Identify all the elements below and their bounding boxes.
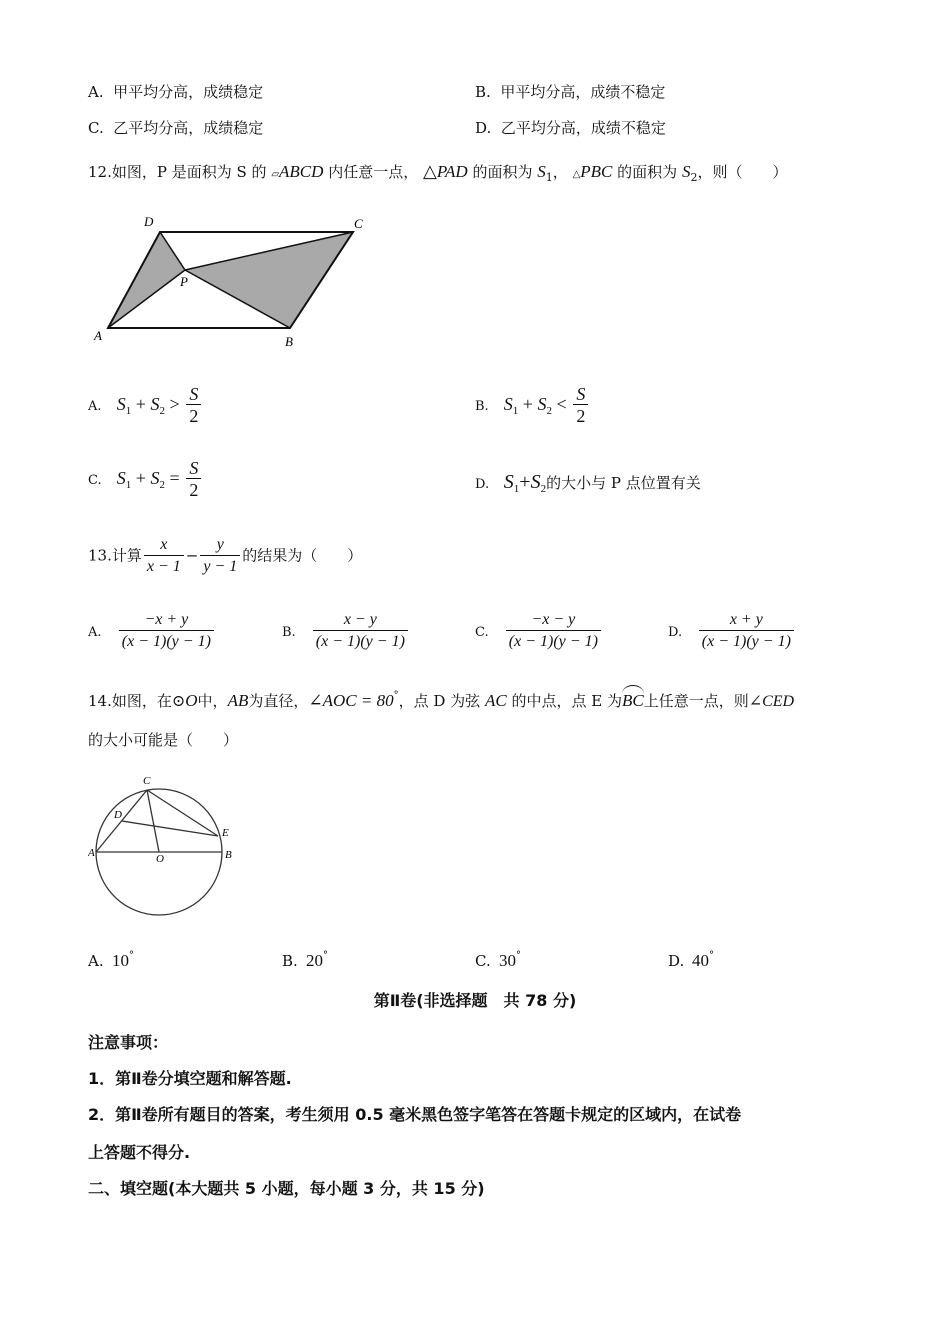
label-p: P [180, 274, 188, 289]
q12-option-a-num: S [189, 384, 199, 404]
q14-ac: AC [484, 691, 507, 710]
q12-option-a-rel: > [169, 393, 180, 414]
q14-mid2: 为直径， [248, 692, 309, 710]
q12-option-a: A. $S_1 + S_2$ > $\frac{S}{2}$ [88, 384, 203, 427]
q12-s2-sub: 2 [690, 171, 698, 184]
q12-option-c-rel: = [169, 467, 180, 488]
q14-option-a [88, 946, 134, 971]
q11-option-a-label: A. [88, 83, 104, 101]
q14-mid4: 的中点，点 E 为 [511, 692, 622, 710]
q13-stem-start: 13.计算 [88, 546, 142, 565]
note-2-line2: 上答题不得分. [88, 1143, 191, 1162]
q11-option-d-text: 乙平均分高，成绩不稳定 [500, 119, 666, 137]
q14-mid3: ，点 D 为弦 [398, 692, 481, 710]
q12-parallelogram-figure [88, 210, 378, 355]
q14-option-b-degree: ° [323, 950, 328, 961]
q12-option-c-den: 2 [186, 478, 201, 501]
label-b: B [225, 849, 232, 861]
label-e: E [222, 827, 229, 839]
label-d: D [114, 809, 122, 821]
q13-f2-num: y [216, 536, 224, 553]
q12-option-b-rel: < [556, 393, 567, 414]
q13-option-d-den: (x − 1)(y − 1) [699, 630, 794, 653]
q12-s2: S [681, 162, 691, 181]
notes-title: 注意事项： [88, 1033, 169, 1052]
q12-stem-end: ，则（ ） [697, 163, 788, 181]
q12-pbc: PBC [580, 162, 613, 181]
parallelogram-symbol: ▱ [271, 169, 280, 180]
q13-option-d [668, 610, 796, 653]
note-1: 1．第Ⅱ卷分填空题和解答题. [88, 1069, 292, 1088]
q14-option-d [668, 946, 714, 971]
q12-option-b-label: B. [475, 398, 489, 414]
label-d: D [144, 214, 154, 229]
q13-option-a-label: A. [88, 624, 102, 640]
q13-option-a-num: −x + y [144, 611, 189, 628]
q13-option-a [88, 610, 216, 653]
q14-angle-aoc: ∠AOC = 80 [308, 691, 394, 710]
q14-stem-line1 [88, 686, 794, 712]
q12-option-b: B. $S_1 + S_2$ < $\frac{S}{2}$ [475, 384, 590, 427]
q14-option-b-label: B. [282, 952, 298, 970]
q14-option-b [282, 946, 328, 971]
q14-option-b-value: 20 [306, 951, 323, 970]
q12-abcd: ABCD [279, 162, 324, 181]
q12-s1-sub: 1 [545, 171, 553, 184]
q12-stem-mid2: 的面积为 [472, 163, 533, 181]
label-o: O [156, 853, 164, 865]
q12-option-b-num: S [576, 384, 586, 404]
q14-option-a-label: A. [88, 952, 104, 970]
q11-option-b-text: 甲平均分高，成绩不稳定 [500, 83, 666, 101]
q14-degree: ° [393, 690, 399, 701]
q14-circle-figure [88, 770, 243, 925]
q13-option-b-den: (x − 1)(y − 1) [313, 630, 408, 653]
q13-stem [88, 535, 362, 578]
q12-option-a-label: A. [88, 398, 102, 414]
q14-mid5: 上任意一点，则 [643, 692, 749, 710]
q13-option-b-label: B. [282, 624, 296, 640]
q11-option-d-label: D. [475, 119, 492, 137]
q12-stem [88, 162, 787, 188]
q14-option-d-degree: ° [709, 950, 714, 961]
note-2-line1: 2．第Ⅱ卷所有题目的答案，考生须用 0.5 毫米黑色签字笔答在答题卡规定的区域内，在试卷 [88, 1105, 742, 1124]
q11-option-b-label: B. [475, 83, 491, 101]
q14-stem-line2: 的大小可能是（ ） [88, 731, 239, 749]
q13-option-a-den: (x − 1)(y − 1) [119, 630, 214, 653]
q11-option-b [475, 82, 665, 102]
label-b: B [285, 334, 293, 349]
q14-option-c-label: C. [475, 952, 491, 970]
q11-option-c [88, 118, 263, 138]
q12-stem-mid3: 的面积为 [617, 163, 678, 181]
q12-option-d-label: D. [475, 477, 490, 492]
q14-ced: ∠CED [748, 693, 795, 710]
q12-option-c-num: S [189, 458, 199, 478]
q14-option-c-degree: ° [516, 950, 521, 961]
q13-option-c [475, 610, 603, 653]
q13-option-c-label: C. [475, 624, 489, 640]
part2-heading: 二、填空题(本大题共 5 小题，每小题 3 分，共 15 分) [88, 1179, 485, 1198]
q13-option-c-den: (x − 1)(y − 1) [506, 630, 601, 653]
q14-ab: AB [227, 691, 249, 710]
q11-option-a [88, 82, 263, 102]
q12-comma: ， [552, 163, 568, 181]
q14-option-a-value: 10 [112, 951, 129, 970]
q13-option-c-num: −x − y [531, 611, 576, 628]
label-c: C [143, 775, 151, 787]
circle-symbol: ⊙ [171, 691, 186, 710]
q13-option-d-num: x + y [729, 611, 763, 628]
q12-option-d: D. $S_1+S_2$的大小与 P 点位置有关 [475, 471, 701, 495]
q14-option-c-value: 30 [499, 951, 516, 970]
section2-title: 第Ⅱ卷(非选择题 共 78 分) [373, 991, 577, 1010]
q12-option-c: C. $S_1 + S_2$ = $\frac{S}{2}$ [88, 458, 203, 501]
q11-option-a-text: 甲平均分高，成绩稳定 [113, 83, 264, 101]
q11-option-d [475, 118, 666, 138]
label-a: A [88, 847, 95, 859]
q12-stem-start: 12.如图，P 是面积为 S 的 [88, 163, 267, 181]
q14-o: O [185, 691, 198, 710]
q14-mid1: 中， [197, 692, 228, 710]
q13-minus: − [185, 546, 199, 565]
q12-s1: S [537, 162, 546, 181]
q13-option-b-num: x − y [343, 611, 377, 628]
q11-option-c-text: 乙平均分高，成绩稳定 [113, 119, 264, 137]
q14-stem-start: 14.如图，在 [88, 692, 172, 710]
q14-option-a-degree: ° [129, 950, 134, 961]
q12-option-c-label: C. [88, 472, 102, 488]
q12-pad: PAD [436, 162, 468, 181]
label-a: A [94, 328, 102, 343]
q12-stem-mid1: 内任意一点， [328, 163, 419, 181]
q13-f1-den: x − 1 [144, 555, 184, 578]
triangle-symbol: △ [422, 161, 437, 182]
q14-arc-bc: BC [621, 691, 644, 710]
q14-option-d-label: D. [668, 952, 685, 970]
q13-option-b [282, 610, 410, 653]
triangle-small-symbol: △ [572, 169, 581, 180]
label-c: C [354, 216, 363, 231]
q12-option-d-text: 的大小与 P 点位置有关 [546, 474, 701, 492]
q12-option-b-den: 2 [573, 404, 588, 427]
q12-option-a-den: 2 [186, 404, 201, 427]
q13-stem-end: 的结果为（ ） [242, 546, 363, 565]
q13-f2-den: y − 1 [200, 555, 240, 578]
q13-option-d-label: D. [668, 624, 683, 640]
q14-option-d-value: 40 [692, 951, 709, 970]
q14-option-c [475, 946, 521, 971]
q11-option-c-label: C. [88, 119, 104, 137]
q13-f1-num: x [160, 536, 168, 553]
